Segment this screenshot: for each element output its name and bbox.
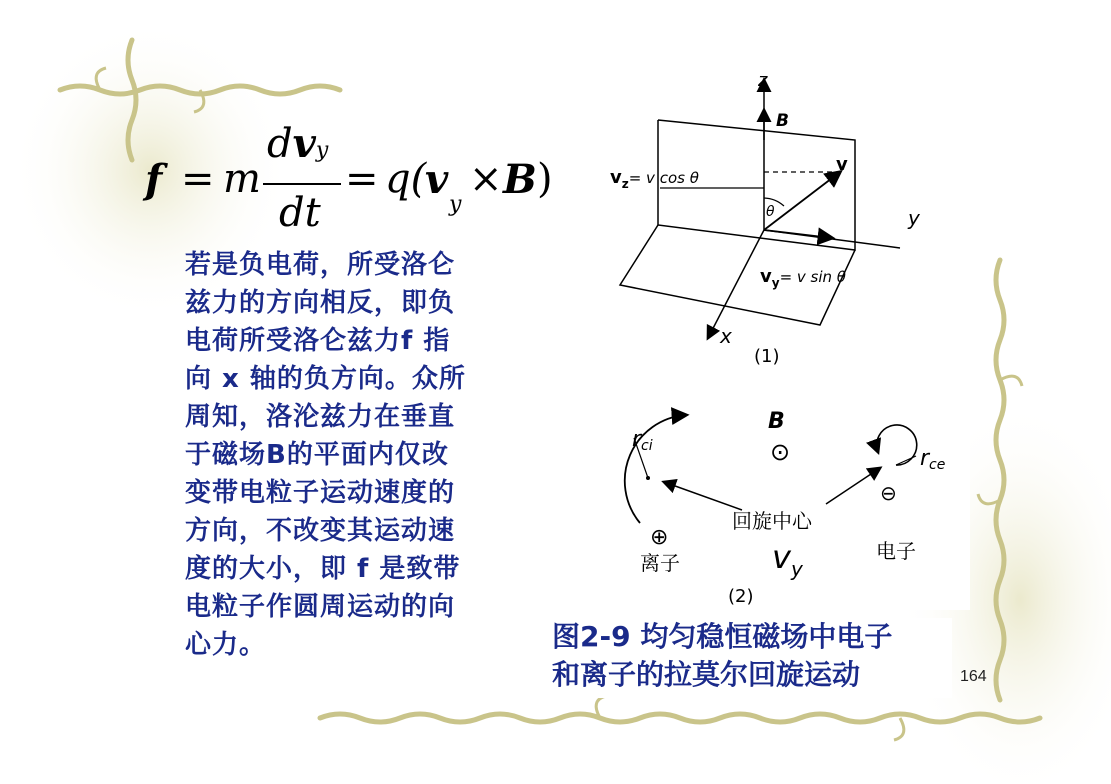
rci-r: r	[632, 427, 642, 452]
vz-label	[610, 167, 699, 191]
eq-equals-2: =	[345, 156, 379, 202]
ion-plus-icon: ⊕	[650, 525, 669, 550]
eq-close-paren: )	[537, 156, 553, 202]
eq-fraction-bar	[263, 183, 341, 185]
body-line: 向 x 轴的负方向。众所	[185, 364, 466, 394]
body-line: 方向，不改变其运动速	[185, 516, 456, 546]
x-label: x	[720, 324, 732, 348]
body-text	[185, 246, 515, 664]
figure-svg	[600, 70, 970, 610]
b-out-of-page-icon: ⊙	[770, 438, 791, 466]
vy-label-fig1	[760, 266, 846, 290]
vy-sub: y	[771, 276, 780, 290]
eq-numerator	[267, 120, 328, 167]
vz-sub: z	[621, 177, 629, 191]
rci-sub: ci	[641, 438, 653, 454]
eq-equals-1: =	[181, 156, 215, 202]
b-label-fig1: B	[776, 111, 789, 131]
center-arrow-left	[664, 482, 742, 510]
caption-line-1: 图2-9 均匀稳恒磁场中电子	[552, 620, 893, 653]
body-line: 周知，洛沦兹力在垂直	[185, 402, 456, 432]
body-line: 若是负电荷，所受洛仑	[185, 250, 456, 280]
page-number: 164	[960, 668, 987, 685]
rce-r: r	[920, 446, 930, 471]
eq-q: q(	[385, 156, 427, 202]
vy-label-fig2	[772, 538, 804, 581]
ion-center-dot	[646, 476, 650, 480]
lorentz-force-equation	[145, 120, 565, 240]
z-label: z	[758, 70, 768, 91]
eq-v: v	[425, 156, 449, 203]
vy-v: v	[760, 266, 772, 287]
figure-2	[625, 409, 946, 607]
ion-label: 离子	[640, 551, 680, 575]
caption-line-2: 和离子的拉莫尔回旋运动	[552, 658, 861, 691]
body-line: 变带电粒子运动速度的	[185, 478, 456, 508]
eq-times: ×	[469, 156, 503, 202]
electron-minus-icon: ⊖	[880, 481, 897, 505]
vz-v: v	[610, 167, 622, 188]
vy2-v: v	[772, 538, 791, 576]
vy2-sub: y	[790, 557, 803, 581]
figure-larmor-gyration	[600, 70, 970, 610]
body-line: 电荷所受洛仑兹力f 指	[185, 326, 451, 356]
eq-num-v: v	[292, 120, 316, 167]
eq-B: B	[503, 156, 537, 203]
x-axis	[708, 230, 764, 338]
body-line: 兹力的方向相反，即负	[185, 288, 456, 318]
figure-caption	[548, 618, 952, 698]
vz-eq: = v cos θ	[628, 169, 699, 187]
eq-num-sub: y	[315, 138, 329, 163]
eq-f: f	[145, 156, 163, 203]
eq-denominator: dt	[279, 190, 321, 236]
rci-label	[632, 427, 653, 454]
center-arrow-right	[826, 468, 880, 504]
v-label: v	[836, 154, 848, 175]
body-line: 于磁场B的平面内仅改	[185, 440, 449, 470]
rce-label	[920, 446, 945, 473]
y-label: y	[908, 206, 920, 230]
figure-1	[610, 70, 921, 367]
fig1-number: (1)	[754, 346, 780, 367]
eq-v-sub: y	[449, 192, 462, 217]
gyration-center-label: 回旋中心	[732, 509, 812, 533]
fig2-number: (2)	[728, 586, 754, 607]
body-line: 电粒子作圆周运动的向	[185, 592, 456, 622]
b-label-fig2: B	[768, 409, 785, 434]
vy-eq: = v sin θ	[779, 268, 846, 286]
theta-label: θ	[766, 204, 775, 220]
eq-m: m	[223, 156, 261, 202]
electron-label: 电子	[876, 539, 916, 563]
eq-num-d: d	[267, 121, 293, 167]
vy-vector	[764, 230, 832, 238]
rce-sub: ce	[929, 457, 946, 473]
body-line: 度的大小，即 f 是致带	[185, 554, 461, 584]
body-line: 心力。	[185, 630, 267, 660]
